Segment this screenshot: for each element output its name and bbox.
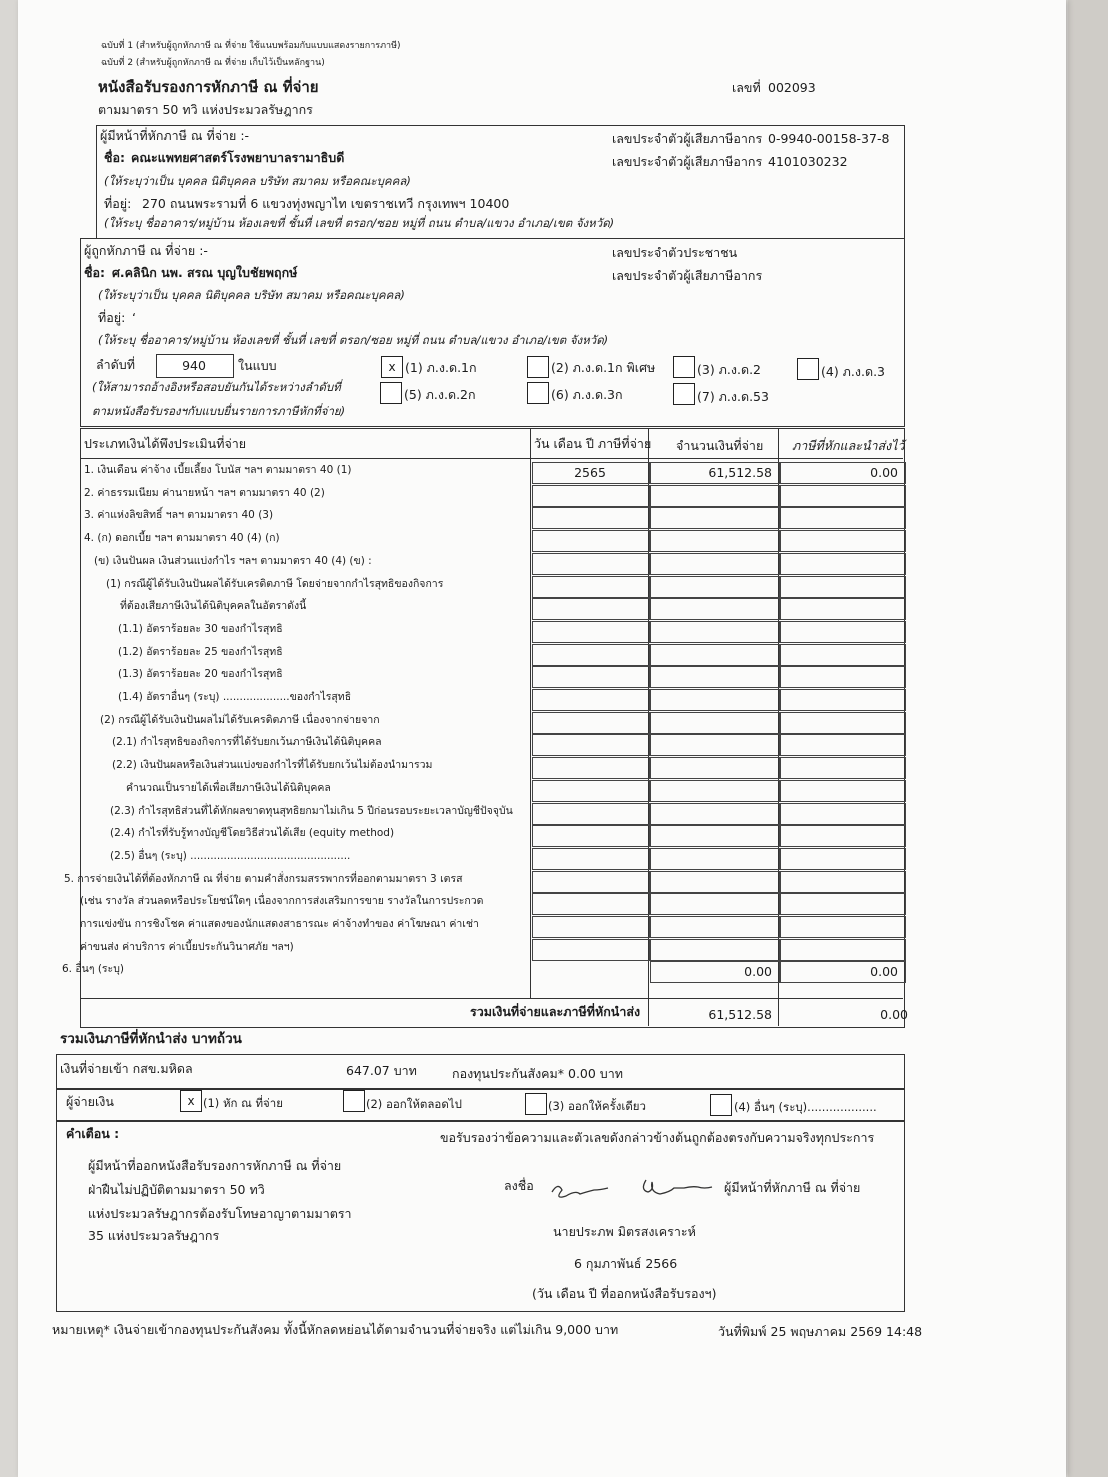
seq-hint-2: ตามหนังสือรับรองฯกับแบบยื่นรายการภาษีหักที่จ่าย) xyxy=(92,404,346,418)
income-row-year-cell xyxy=(532,780,650,802)
income-row-tax-cell xyxy=(780,848,906,870)
income-row-amount-cell xyxy=(650,734,780,756)
payee-id-label: เลขประจำตัวประชาชน xyxy=(612,245,738,260)
income-row-label: 5. การจ่ายเงินได้ที่ต้องหักภาษี ณ ที่จ่าย ตามคำสั่งกรมสรรพากรที่ออกตามมาตรา 3 เตรส xyxy=(64,873,463,885)
income-row-year-cell xyxy=(532,712,650,734)
payer-taxid2: 4101030232 xyxy=(768,154,848,169)
income-row-tax-cell xyxy=(780,689,906,711)
form-3-label: (3) ภ.ง.ด.2 xyxy=(697,362,762,377)
footer-note: หมายเหตุ* เงินจ่ายเข้ากองทุนประกันสังคม ทั้งนี้หักลดหย่อนได้ตามจำนวนที่จ่ายจริง แต่ไม่เกิน 9,000 บาท xyxy=(52,1322,619,1337)
income-row-tax-cell xyxy=(780,780,906,802)
payer-type-3-checkbox[interactable] xyxy=(525,1093,547,1115)
payer-name-label: ชื่อ: xyxy=(104,150,125,165)
income-row-tax-cell xyxy=(780,893,906,915)
income-row-label: 1. เงินเดือน ค่าจ้าง เบี้ยเลี้ยง โบนัส ฯลฯ ตามมาตรา 40 (1) xyxy=(84,464,352,476)
income-row-label: (1.1) อัตราร้อยละ 30 ของกำไรสุทธิ xyxy=(118,623,283,635)
income-row-tax-cell xyxy=(780,507,906,529)
payer-type-1-checkbox[interactable]: x xyxy=(180,1090,202,1112)
payee-taxid-label: เลขประจำตัวผู้เสียภาษีอากร xyxy=(612,268,763,283)
table-header-rule xyxy=(80,458,903,459)
tax-in-words-label: รวมเงินภาษีที่หักนำส่ง บาทถ้วน xyxy=(60,1031,242,1047)
income-row-year-cell xyxy=(532,803,650,825)
income-row-year-cell xyxy=(532,666,650,688)
income-row-label: (ข) เงินปันผล เงินส่วนแบ่งกำไร ฯลฯ ตามมาตรา 40 (4) (ข) : xyxy=(94,555,372,567)
payer-type-2-label: (2) ออกให้ตลอดไป xyxy=(366,1097,462,1111)
income-row-amount: 61,512.58 xyxy=(708,465,772,480)
income-row-amount-cell xyxy=(650,598,780,620)
income-row-year-cell xyxy=(532,689,650,711)
income-row-tax-cell xyxy=(780,871,906,893)
income-row-year-cell xyxy=(532,530,650,552)
payer-name: คณะแพทยศาสตร์โรงพยาบาลรามาธิบดี xyxy=(131,150,345,165)
income-row-tax-cell xyxy=(780,916,906,938)
form-5-checkbox[interactable] xyxy=(380,382,402,404)
income-row-amount-cell xyxy=(650,893,780,915)
form-1-label: (1) ภ.ง.ด.1ก xyxy=(405,360,477,375)
income-row-tax: 0.00 xyxy=(870,465,898,480)
certify-date: 6 กุมภาพันธ์ 2566 xyxy=(574,1256,678,1271)
income-row-amount: 0.00 xyxy=(744,964,772,979)
payee-name-label: ชื่อ: xyxy=(84,265,105,280)
income-row-tax-cell xyxy=(780,734,906,756)
fund-amount: 647.07 บาท xyxy=(346,1063,417,1078)
form-3-checkbox[interactable] xyxy=(673,356,695,378)
payer-type-1-label: (1) หัก ณ ที่จ่าย xyxy=(203,1096,283,1110)
certify-date-hint: (วัน เดือน ปี ที่ออกหนังสือรับรองฯ) xyxy=(532,1286,717,1301)
payer-address: 270 ถนนพระรามที่ 6 แขวงทุ่งพญาไท เขตราชเทวี กรุงเทพฯ 10400 xyxy=(142,196,510,211)
income-row-year-cell xyxy=(532,485,650,507)
income-row-label: 6. อื่นๆ (ระบุ) xyxy=(62,963,124,975)
income-row-amount-cell xyxy=(650,576,780,598)
payer-taxid1: 0-9940-00158-37-8 xyxy=(768,131,890,146)
income-row-label: (1.2) อัตราร้อยละ 25 ของกำไรสุทธิ xyxy=(118,646,283,658)
income-row-label: 4. (ก) ดอกเบี้ย ฯลฯ ตามมาตรา 40 (4) (ก) xyxy=(84,532,280,544)
payer-type-3-label: (3) ออกให้ครั้งเดียว xyxy=(548,1099,646,1113)
payer-address-label: ที่อยู่: xyxy=(104,196,132,211)
income-row-label: 2. ค่าธรรมเนียม ค่านายหน้า ฯลฯ ตามมาตรา 40 (2) xyxy=(84,487,325,499)
document-title: หนังสือรับรองการหักภาษี ณ ที่จ่าย xyxy=(98,78,319,96)
warning-label: คำเตือน : xyxy=(66,1126,120,1141)
payee-address-hint: (ให้ระบุ ชื่ออาคาร/หมู่บ้าน ห้องเลขที่ ชั้นที่ เลขที่ ตรอก/ซอย หมู่ที่ ถนน ตำบล/แขวง อำเภอ/เขต จังหวัด) xyxy=(98,333,609,347)
form-1-checkbox[interactable]: x xyxy=(381,356,403,378)
income-row-year-cell xyxy=(532,621,650,643)
income-row-amount-cell xyxy=(650,871,780,893)
total-tax: 0.00 xyxy=(880,1007,908,1022)
income-row-amount-cell xyxy=(650,689,780,711)
doc-no-label: เลขที่ xyxy=(732,80,761,95)
income-row-label: ค่าขนส่ง ค่าบริการ ค่าเบี้ยประกันวินาศภัย ฯลฯ) xyxy=(80,941,294,953)
seq-hint-1: (ให้สามารถอ้างอิงหรือสอบยันกันได้ระหว่างลำดับที่ xyxy=(92,380,341,394)
income-row-amount-cell xyxy=(650,803,780,825)
signer-role: ผู้มีหน้าที่หักภาษี ณ ที่จ่าย xyxy=(724,1180,861,1195)
income-row-year-cell xyxy=(532,939,650,961)
total-label: รวมเงินที่จ่ายและภาษีที่หักนำส่ง xyxy=(470,1004,641,1019)
income-row-tax: 0.00 xyxy=(870,964,898,979)
payer-type-4-checkbox[interactable] xyxy=(710,1094,732,1116)
payer-taxid1-label: เลขประจำตัวผู้เสียภาษีอากร xyxy=(612,131,763,146)
income-row-amount-cell xyxy=(650,780,780,802)
income-row-label: การแข่งขัน การชิงโชค ค่าแสดงของนักแสดงสาธารณะ ค่าจ้างทำของ ค่าโฆษณา ค่าเช่า xyxy=(80,918,479,930)
payee-address: ‘ xyxy=(132,310,136,325)
seq-value: 940 xyxy=(182,358,206,373)
copy2-note: ฉบับที่ 2 (สำหรับผู้ถูกหักภาษี ณ ที่จ่าย เก็บไว้เป็นหลักฐาน) xyxy=(101,58,325,68)
signer-name: นายประภพ มิตรสงเคราะห์ xyxy=(553,1224,696,1239)
income-row-tax-cell xyxy=(780,621,906,643)
income-row-tax-cell xyxy=(780,485,906,507)
income-row-amount-cell xyxy=(650,553,780,575)
fund-label: เงินที่จ่ายเข้า กสข.มหิดล xyxy=(60,1061,193,1076)
sign-label: ลงชื่อ xyxy=(504,1178,534,1193)
income-row-label: (2.4) กำไรที่รับรู้ทางบัญชีโดยวิธีส่วนได้เสีย (equity method) xyxy=(110,827,395,839)
col-header-date: วัน เดือน ปี ภาษีที่จ่าย xyxy=(534,436,652,451)
payee-name-hint: (ให้ระบุว่าเป็น บุคคล นิติบุคคล บริษัท สมาคม หรือคณะบุคคล) xyxy=(98,288,405,302)
income-row-year-cell xyxy=(532,825,650,847)
income-row-label: คำนวณเป็นรายได้เพื่อเสียภาษีเงินได้นิติบุคคล xyxy=(126,782,331,794)
income-row-year-cell xyxy=(532,961,648,981)
payer-type-2-checkbox[interactable] xyxy=(343,1090,365,1112)
income-row-year-cell xyxy=(532,757,650,779)
payee-address-label: ที่อยู่: xyxy=(98,310,126,325)
income-row-label: (2.3) กำไรสุทธิส่วนที่ได้หักผลขาดทุนสุทธิยกมาไม่เกิน 5 ปีก่อนรอบระยะเวลาบัญชีปัจจุบัน xyxy=(110,805,513,817)
income-row-year-cell xyxy=(532,916,650,938)
income-row-year-cell xyxy=(532,871,650,893)
income-row-amount-cell xyxy=(650,939,780,961)
doc-no: 002093 xyxy=(768,80,816,95)
income-row-year-cell xyxy=(532,507,650,529)
income-row-year-cell xyxy=(532,734,650,756)
income-row-label: (เช่น รางวัล ส่วนลดหรือประโยชน์ใดๆ เนื่องจากการส่งเสริมการขาย รางวัลในการประกวด xyxy=(80,895,484,907)
income-row-year-cell xyxy=(532,644,650,666)
form-7-checkbox[interactable] xyxy=(673,383,695,405)
print-date: วันที่พิมพ์ 25 พฤษภาคม 2569 14:48 xyxy=(718,1324,923,1339)
ssf-amount: กองทุนประกันสังคม* 0.00 บาท xyxy=(452,1066,623,1081)
copy1-note: ฉบับที่ 1 (สำหรับผู้ถูกหักภาษี ณ ที่จ่าย ใช้แนบพร้อมกับแบบแสดงรายการภาษี) xyxy=(101,41,401,51)
signature-image xyxy=(548,1172,718,1204)
income-row-year-cell xyxy=(532,893,650,915)
income-row-tax-cell xyxy=(780,666,906,688)
form-2-label: (2) ภ.ง.ด.1ก พิเศษ xyxy=(551,360,656,375)
col-divider-date xyxy=(530,428,531,998)
income-row-tax-cell xyxy=(780,576,906,598)
income-row-tax-cell xyxy=(780,553,906,575)
warning-line-2: ฝ่าฝืนไม่ปฏิบัติตามมาตรา 50 ทวิ xyxy=(88,1182,265,1197)
income-row-label: (2) กรณีผู้ได้รับเงินปันผลไม่ได้รับเครดิตภาษี เนื่องจากจ่ายจาก xyxy=(100,714,380,726)
income-row-amount-cell xyxy=(650,507,780,529)
income-row-tax-cell xyxy=(780,825,906,847)
warning-line-4: 35 แห่งประมวลรัษฎากร xyxy=(88,1228,220,1243)
income-row-amount-cell xyxy=(650,825,780,847)
income-row-amount-cell xyxy=(650,485,780,507)
income-row-label: (1.3) อัตราร้อยละ 20 ของกำไรสุทธิ xyxy=(118,668,283,680)
payee-name: ศ.คลินิก นพ. สรณ บุญใบชัยพฤกษ์ xyxy=(112,265,298,280)
income-row-tax-cell xyxy=(780,939,906,961)
income-row-amount-cell xyxy=(650,530,780,552)
income-row-tax-cell xyxy=(780,757,906,779)
income-row-label: ที่ต้องเสียภาษีเงินได้นิติบุคคลในอัตราดังนี้ xyxy=(120,600,307,612)
background-edge xyxy=(1068,0,1108,1477)
income-row-year-cell xyxy=(532,598,650,620)
income-row-amount-cell xyxy=(650,621,780,643)
income-row-year: 2565 xyxy=(574,465,606,480)
form-7-label: (7) ภ.ง.ด.53 xyxy=(697,389,769,404)
income-row-amount-cell xyxy=(650,916,780,938)
form-4-checkbox[interactable] xyxy=(797,358,819,380)
seq-label: ลำดับที่ xyxy=(96,357,135,372)
payer-name-hint: (ให้ระบุว่าเป็น บุคคล นิติบุคคล บริษัท สมาคม หรือคณะบุคคล) xyxy=(104,174,411,188)
income-row-label: 3. ค่าแห่งลิขสิทธิ์ ฯลฯ ตามมาตรา 40 (3) xyxy=(84,509,274,521)
form-6-checkbox[interactable] xyxy=(527,382,549,404)
table-total-rule xyxy=(80,998,903,999)
income-row-tax-cell xyxy=(780,712,906,734)
income-row-amount-cell xyxy=(650,712,780,734)
payer-type-4-label: (4) อื่นๆ (ระบุ)................... xyxy=(734,1100,877,1114)
income-row-year-cell xyxy=(532,553,650,575)
form-2-checkbox[interactable] xyxy=(527,356,549,378)
income-row-amount-cell xyxy=(650,644,780,666)
income-row-amount-cell xyxy=(650,666,780,688)
income-row-tax-cell xyxy=(780,803,906,825)
income-row-label: (1) กรณีผู้ได้รับเงินปันผลได้รับเครดิตภาษี โดยจ่ายจากกำไรสุทธิของกิจการ xyxy=(106,578,444,590)
payer-type-label: ผู้จ่ายเงิน xyxy=(66,1094,114,1109)
income-row-year-cell xyxy=(532,576,650,598)
certify-statement: ขอรับรองว่าข้อความและตัวเลขดังกล่าวข้างต้นถูกต้องตรงกับความจริงทุกประการ xyxy=(440,1130,875,1145)
income-row-tax-cell xyxy=(780,644,906,666)
income-row-label: (2.5) อื่นๆ (ระบุ) ................................................ xyxy=(110,850,351,862)
payer-taxid2-label: เลขประจำตัวผู้เสียภาษีอากร xyxy=(612,154,763,169)
payer-address-hint: (ให้ระบุ ชื่ออาคาร/หมู่บ้าน ห้องเลขที่ ชั้นที่ เลขที่ ตรอก/ซอย หมู่ที่ ถนน ตำบล/แขวง อำเภอ/เขต จังหวัด) xyxy=(104,216,615,230)
form-5-label: (5) ภ.ง.ด.2ก xyxy=(404,387,476,402)
income-row-label: (2.1) กำไรสุทธิของกิจการที่ได้รับยกเว้นภาษีเงินได้นิติบุคคล xyxy=(112,736,382,748)
col-header-income-type: ประเภทเงินได้พึงประเมินที่จ่าย xyxy=(84,436,247,451)
form-4-label: (4) ภ.ง.ด.3 xyxy=(821,364,886,379)
document-subtitle: ตามมาตรา 50 ทวิ แห่งประมวลรัษฎากร xyxy=(98,102,313,117)
col-header-amount: จำนวนเงินที่จ่าย xyxy=(676,438,764,453)
warning-line-1: ผู้มีหน้าที่ออกหนังสือรับรองการหักภาษี ณ ที่จ่าย xyxy=(88,1158,342,1173)
income-row-tax-cell xyxy=(780,530,906,552)
income-row-year-cell xyxy=(532,848,650,870)
payee-heading: ผู้ถูกหักภาษี ณ ที่จ่าย :- xyxy=(84,243,208,258)
payer-heading: ผู้มีหน้าที่หักภาษี ณ ที่จ่าย :- xyxy=(100,128,250,143)
seq-unit: ในแบบ xyxy=(238,358,277,373)
income-row-tax-cell xyxy=(780,598,906,620)
income-row-amount-cell xyxy=(650,848,780,870)
form-6-label: (6) ภ.ง.ด.3ก xyxy=(551,387,623,402)
income-row-label: (2.2) เงินปันผลหรือเงินส่วนแบ่งของกำไรที่ได้รับยกเว้นไม่ต้องนำมารวม xyxy=(112,759,433,771)
col-header-tax: ภาษีที่หักและนำส่งไว้ xyxy=(792,438,905,453)
income-row-label: (1.4) อัตราอื่นๆ (ระบุ) ....................ของกำไรสุทธิ xyxy=(118,691,352,703)
warning-line-3: แห่งประมวลรัษฎากรต้องรับโทษอาญาตามมาตรา xyxy=(88,1206,352,1221)
total-amount: 61,512.58 xyxy=(708,1007,772,1022)
income-row-amount-cell xyxy=(650,757,780,779)
